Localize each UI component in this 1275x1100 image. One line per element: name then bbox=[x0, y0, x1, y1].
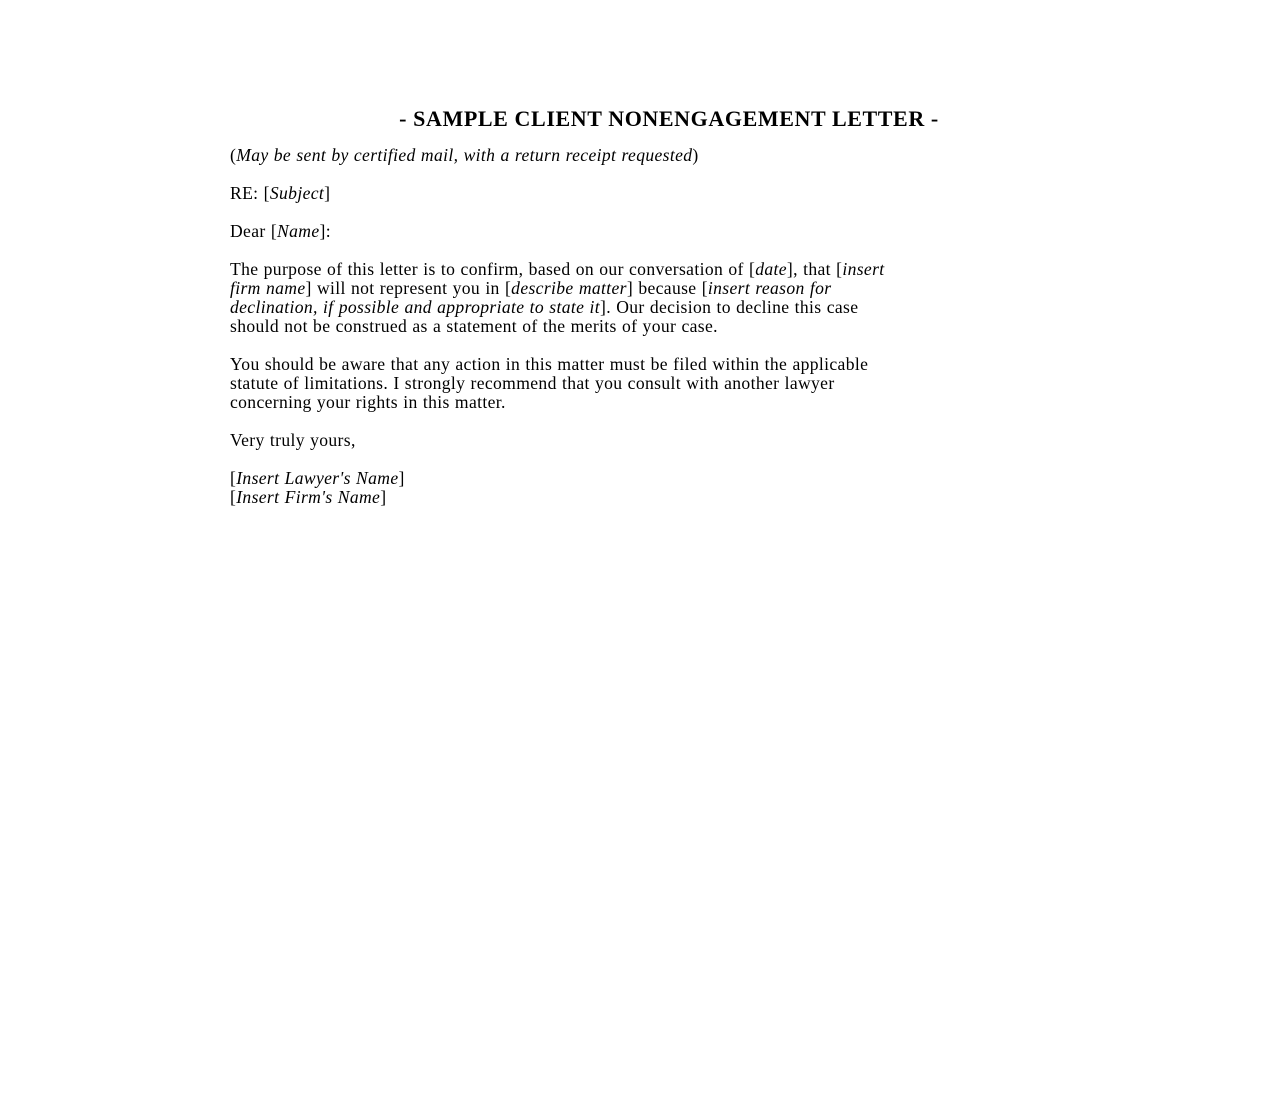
firm-placeholder-part-1: insert bbox=[842, 259, 885, 279]
paragraph-purpose-line-4: should not be construed as a statement of the merits of your case. bbox=[230, 316, 718, 336]
purpose-text-2: ], that [ bbox=[786, 259, 843, 279]
paragraph-limitations-line-1: You should be aware that any action in this matter must be filed within the applicable bbox=[230, 354, 869, 374]
date-placeholder: date bbox=[755, 259, 787, 279]
lawyer-bracket-open: [ bbox=[230, 468, 237, 488]
salutation bbox=[230, 222, 1120, 241]
paragraph-limitations-line-3: concerning your rights in this matter. bbox=[230, 392, 506, 412]
purpose-text-5: ]. Our decision to decline this case bbox=[599, 297, 859, 317]
paragraph-purpose-line-3 bbox=[230, 298, 1120, 317]
paragraph-purpose bbox=[230, 260, 1120, 336]
salutation-suffix: ]: bbox=[319, 221, 331, 241]
reason-placeholder-part-2: declination, if possible and appropriate to state it bbox=[230, 297, 600, 317]
purpose-text-1: The purpose of this letter is to confirm, based on our conversation of [ bbox=[230, 259, 756, 279]
firm-name-placeholder: Insert Firm's Name bbox=[236, 487, 381, 507]
firm-placeholder-part-2: firm name bbox=[230, 278, 306, 298]
purpose-text-3: ] will not represent you in [ bbox=[305, 278, 512, 298]
firm-bracket-open: [ bbox=[230, 487, 237, 507]
salutation-prefix: Dear [ bbox=[230, 221, 278, 241]
paragraph-limitations-line-2: statute of limitations. I strongly recommend that you consult with another lawyer bbox=[230, 373, 835, 393]
firm-bracket-close: ] bbox=[380, 487, 387, 507]
paragraph-purpose-line-1 bbox=[230, 260, 1120, 279]
letter-body bbox=[230, 146, 1120, 507]
signature-lawyer-line bbox=[230, 469, 1120, 488]
salutation-name-placeholder: Name bbox=[277, 221, 320, 241]
signature-firm-line bbox=[230, 488, 1120, 507]
paragraph-limitations bbox=[230, 355, 1120, 412]
subject-suffix: ] bbox=[324, 183, 331, 203]
lawyer-name-placeholder: Insert Lawyer's Name bbox=[236, 468, 399, 488]
subject-prefix: RE: [ bbox=[230, 183, 270, 203]
mailing-note-open: ( bbox=[230, 145, 237, 165]
matter-placeholder: describe matter bbox=[511, 278, 627, 298]
mailing-note-text: May be sent by certified mail, with a return receipt requested bbox=[236, 145, 693, 165]
mailing-note bbox=[230, 146, 1120, 165]
purpose-text-4: ] because [ bbox=[626, 278, 708, 298]
letter-title: - SAMPLE CLIENT NONENGAGEMENT LETTER - bbox=[399, 106, 939, 131]
subject-line bbox=[230, 184, 1120, 203]
mailing-note-close: ) bbox=[692, 145, 699, 165]
subject-placeholder: Subject bbox=[269, 183, 325, 203]
signature-block bbox=[230, 469, 1120, 507]
reason-placeholder-part-1: insert reason for bbox=[707, 278, 832, 298]
closing: Very truly yours, bbox=[230, 430, 356, 450]
paragraph-purpose-line-2 bbox=[230, 279, 1120, 298]
lawyer-bracket-close: ] bbox=[398, 468, 405, 488]
